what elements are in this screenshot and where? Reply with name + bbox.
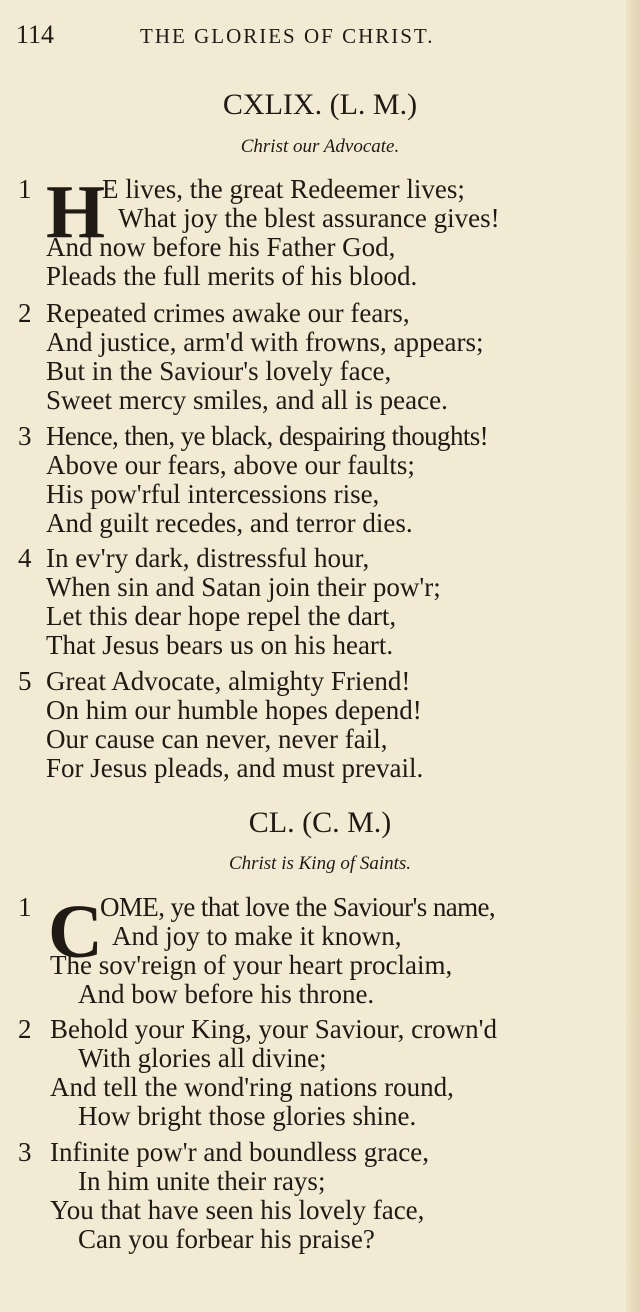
verse-line: With glories all divine; <box>78 1043 327 1073</box>
page-number: 114 <box>16 20 55 49</box>
stanza-number: 3 <box>18 1137 32 1167</box>
hymn-heading: CL. (C. M.) <box>248 806 392 839</box>
verse-line: E lives, the great Redeemer lives; <box>102 174 465 204</box>
stanza-number: 2 <box>18 298 32 328</box>
verse-line: Repeated crimes awake our fears, <box>46 298 410 328</box>
verse-line: And guilt recedes, and terror dies. <box>46 508 413 538</box>
verse-line: But in the Saviour's lovely face, <box>46 356 392 386</box>
verse-line: On him our humble hopes depend! <box>46 695 422 725</box>
verse-line: Above our fears, above our faults; <box>46 450 415 480</box>
drop-capital: C <box>48 890 103 974</box>
verse-line: For Jesus pleads, and must prevail. <box>46 753 424 783</box>
verse-line: And tell the wond'ring nations round, <box>50 1072 454 1102</box>
page-edge <box>626 0 640 1312</box>
verse-line: Our cause can never, never fail, <box>46 724 388 754</box>
verse-line: The sov'reign of your heart proclaim, <box>50 950 453 980</box>
verse-line: Let this dear hope repel the dart, <box>46 601 397 631</box>
verse-line: When sin and Satan join their pow'r; <box>46 572 441 602</box>
verse-line: In ev'ry dark, distressful hour, <box>46 543 370 573</box>
stanza-number: 4 <box>18 543 32 573</box>
verse-line: And joy to make it known, <box>112 921 402 951</box>
hymn-heading: CXLIX. (L. M.) <box>222 88 418 121</box>
verse-line: That Jesus bears us on his heart. <box>46 630 394 660</box>
verse-line: Behold your King, your Saviour, crown'd <box>50 1014 497 1044</box>
verse-line: What joy the blest assurance gives! <box>118 203 500 233</box>
verse-line: Hence, then, ye black, despairing thoughts! <box>46 421 489 451</box>
running-title: THE GLORIES OF CHRIST. <box>140 24 435 48</box>
verse-line: Great Advocate, almighty Friend! <box>46 666 411 696</box>
stanza-number: 1 <box>18 892 32 922</box>
verse-line: And now before his Father God, <box>46 232 396 262</box>
verse-line: Can you forbear his praise? <box>78 1224 375 1254</box>
verse-line: You that have seen his lovely face, <box>50 1195 425 1225</box>
stanza-number: 3 <box>18 421 32 451</box>
verse-line: His pow'rful intercessions rise, <box>46 479 380 509</box>
verse-line: Infinite pow'r and boundless grace, <box>50 1137 430 1167</box>
hymn-subtitle: Christ is King of Saints. <box>228 853 412 874</box>
verse-line: OME, ye that love the Saviour's name, <box>100 892 496 922</box>
hymn-subtitle: Christ our Advocate. <box>240 136 400 157</box>
verse-line: In him unite their rays; <box>78 1166 326 1196</box>
verse-line: Pleads the full merits of his blood. <box>46 261 418 291</box>
verse-line: And bow before his throne. <box>78 979 375 1009</box>
stanza-number: 2 <box>18 1014 32 1044</box>
verse-line: How bright those glories shine. <box>78 1101 417 1131</box>
verse-line: Sweet mercy smiles, and all is peace. <box>46 385 448 415</box>
drop-capital: H <box>46 170 106 254</box>
stanza-number: 5 <box>18 666 32 696</box>
running-head <box>16 20 616 52</box>
stanza-number: 1 <box>18 174 32 204</box>
verse-line: And justice, arm'd with frowns, appears; <box>46 327 484 357</box>
